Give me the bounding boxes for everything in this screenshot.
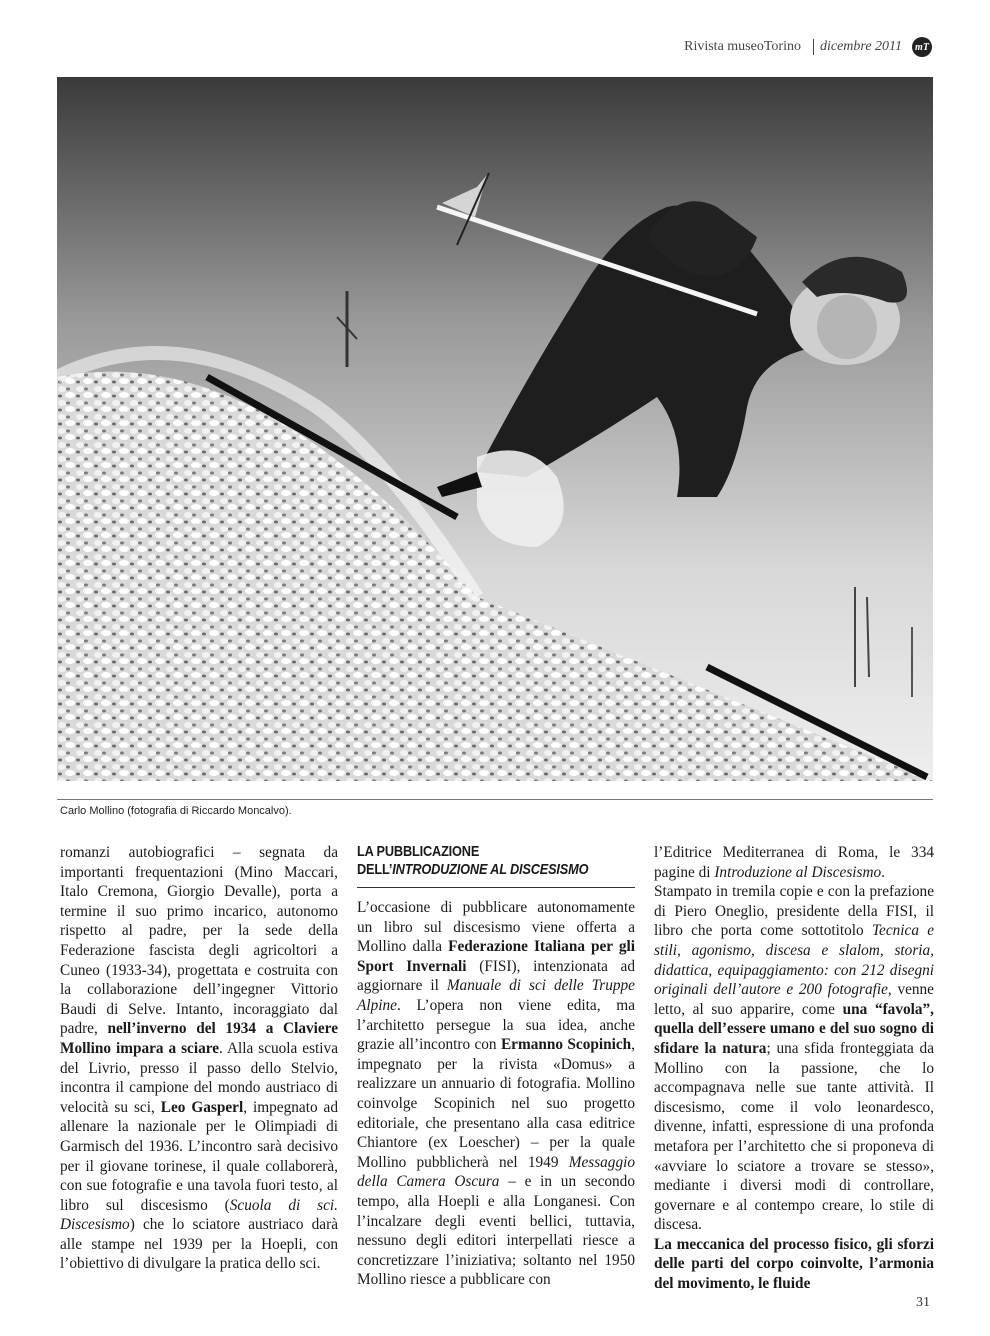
text-run: , impegnato per la rivista «Domus» a realizzare un annuario di fotografia. Mollino coinvolge Scopinich nel suo progetto editoriale, che presentano alla casa editrice Chiantore (ex Loescher) – per la quale Mollino pubblicherà nel 1949 — [357, 1036, 635, 1171]
bold-run: La meccanica del processo fisico, gli sforzi delle parti del corpo coinvolte, l’armonia del movimento, le fluide — [654, 1235, 934, 1293]
text-run: . Alla scuola estiva del Livrio, presso il passo dello Stelvio, incontra il campione del mondo austriaco di velocità su sci, — [60, 1039, 338, 1116]
issue-date: dicembre 2011 — [819, 39, 902, 54]
magazine-name: Rivista museoTorino — [684, 39, 801, 54]
page-number: 31 — [916, 1295, 930, 1310]
bold-run: una “favola”, quella dell’essere umano e del suo sogno di sfidare la natura — [654, 1000, 934, 1057]
header-separator — [813, 39, 814, 55]
text-run: . L’opera non viene edita, ma l’architetto persegue la sua idea, anche grazie all’incontro con — [357, 996, 635, 1054]
italic-run: Manuale di sci delle Truppe Alpine — [357, 977, 635, 1014]
section-heading — [357, 843, 593, 879]
text-run: ; una sfida fronteggiata da Mollino con la passione, che lo accompagnava nelle sue tante attività. Il discesismo, come il volo leonardesco, divenne, infatti, espressione di una profonda metafora per l’architetto che si proponeva di «avviare lo sciatore a trovare se stesso», mediante i diversi modi di controllare, governare e al contempo creare, lo stile di discesa. — [654, 1039, 934, 1234]
bold-run: nell’inverno del 1934 a Claviere Mollino impara a sciare — [60, 1020, 338, 1057]
text-column-3 — [654, 843, 934, 1294]
text-column-2 — [357, 843, 635, 1290]
italic-run: Introduzione al Discesismo — [714, 863, 882, 881]
museotorino-logo: mT — [912, 37, 932, 57]
heading-line-1: LA PUBBLICAZIONE — [357, 843, 480, 860]
heading-line-2 — [357, 861, 593, 879]
italic-run: Scuola di sci. Discesismo — [60, 1196, 338, 1234]
italic-run: Tecnica e stili, agonismo, discesa e slalom, storia, didattica, equipaggiamento: con 212 disegni originali dell’autore e 200 fotografie — [654, 922, 935, 999]
bold-run: Ermanno Scopinich — [500, 1036, 632, 1054]
paragraph — [654, 882, 934, 1235]
text-run: l’Editrice Mediterranea di Roma, le 334 pagine di — [654, 844, 934, 881]
text-run: Stampato in tremila copie e con la prefazione di Piero Oneglio, presidente della FISI, il libro che porta come sottotitolo — [654, 883, 934, 940]
caption-divider — [57, 799, 933, 800]
skier-photo-illustration — [57, 77, 933, 781]
text-run: – e in un secondo tempo, alla Hoepli e alla Longanesi. Con l’incalzare degli eventi bellici, tuttavia, nessuno degli editori interpellati riesce a concretizzare l’iniziativa; soltanto nel 1950 Mollino riesce a pubblicare con — [357, 1173, 635, 1289]
paragraph — [357, 898, 635, 1290]
page-header — [684, 36, 932, 58]
text-run: ) che lo sciatore austriaco darà alle stampe nel 1939 per la Hoepli, con l’obiettivo di divulgare la pratica dello sci. — [60, 1216, 338, 1273]
text-run: (FISI), intenzionata ad aggiornare il — [357, 957, 635, 995]
text-run: , impegnato ad allenare la nazionale per le Olimpiadi di Garmisch del 1936. L’incontro sarà decisivo per il giovane torinese, il quale collaborerà, con sue fotografie e una tavola fuori testo, al libro sul discesismo ( — [60, 1098, 338, 1214]
bold-run: Leo Gasperl — [160, 1098, 244, 1116]
heading-prefix: DELL’ — [357, 861, 393, 878]
paragraph — [60, 843, 338, 1274]
text-run: romanzi autobiografici – segnata da importanti frequentazioni (Mino Maccari, Italo Cremona, Giorgio Devalle), porta a termine il suo primo incarico, autonomo rispetto al padre, per la sede della Federazione fascista degli agricoltori a Cuneo (1933-34), progettata e costruita con la collaborazione dell’ingegner Vittorio Baudi di Selve. Intanto, incoraggiato dal padre, — [60, 844, 338, 1038]
skier-photo — [57, 77, 933, 781]
text-run: L’occasione di pubblicare autonomamente un libro sul discesismo viene offerta a Mollino dalla — [357, 899, 635, 956]
text-column-1 — [60, 843, 338, 1274]
bold-run: Federazione Italiana per gli Sport Invernali — [357, 938, 635, 975]
heading-title: INTRODUZIONE AL DISCESISMO — [392, 861, 589, 878]
text-run: . — [881, 863, 885, 881]
text-run: , venne letto, al suo apparire, come — [654, 981, 934, 1018]
paragraph — [654, 843, 934, 882]
paragraph — [654, 1235, 934, 1294]
italic-run: Messaggio della Camera Oscura — [357, 1153, 635, 1191]
heading-divider — [357, 887, 635, 888]
photo-caption: Carlo Mollino (fotografia di Riccardo Moncalvo). — [60, 805, 292, 817]
